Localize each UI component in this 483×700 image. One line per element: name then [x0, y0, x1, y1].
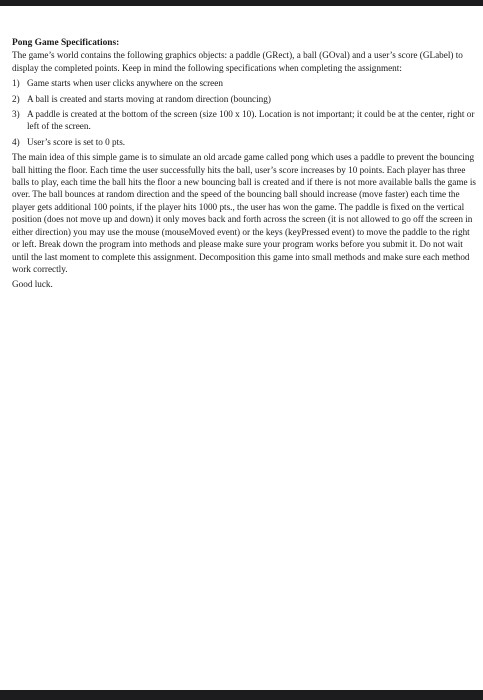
main-paragraph: The main idea of this simple game is to simulate an old arcade game called pong which uses a paddle to prevent the bouncing ball hitting the floor. Each time the user successfully hits the ball, user’s score increases by 10 points. Each player has three balls to play, each time the ball hits the floor a new bouncing ball is created and if there is not more available balls the game is over. The ball bounces at random direction and the speed of the bouncing ball should increase (move faster) each time the player gets additional 100 points, if the player hits 1000 pts., the user has won the game. The paddle is fixed on the vertical position (does not move up and down) it only moves back and forth across the screen (it is not allowed to go off the screen in either direction) you may use the mouse (mouseMoved event) or the keys (keyPressed event) to move the paddle to the right or left. Break down the program into methods and please make sure your program works before you submit it. Do not wait until the last moment to complete this assignment. Decomposition this game into small methods and make sure each method work correctly.	[12, 152, 476, 274]
list-item-text: User’s score is set to 0 pts.	[27, 136, 126, 147]
spec-list	[12, 77, 477, 148]
list-item-number: 3)	[12, 109, 20, 120]
list-item	[12, 77, 477, 89]
list-item-text: Game starts when user clicks anywhere on the screen	[27, 78, 223, 89]
bottom-bar	[0, 690, 483, 700]
document-title: Pong Game Specifications:	[12, 38, 120, 48]
closing-text: Good luck.	[12, 279, 53, 290]
list-item	[12, 136, 477, 148]
list-item-number: 1)	[12, 78, 20, 89]
list-item-number: 2)	[12, 93, 20, 104]
list-item-text: A ball is created and starts moving at random direction (bouncing)	[27, 93, 271, 104]
list-item	[12, 93, 477, 105]
list-item	[12, 108, 477, 133]
intro-paragraph: The game’s world contains the following graphics objects: a paddle (GRect), a ball (GOval) and a user’s score (GLabel) to display the completed points. Keep in mind the following specifications when completing the assignment:	[12, 50, 463, 73]
document-body	[12, 37, 477, 291]
top-bar	[0, 0, 483, 6]
list-item-number: 4)	[12, 136, 20, 147]
list-item-text: A paddle is created at the bottom of the screen (size 100 x 10). Location is not important; it could be at the center, right or left of the screen.	[27, 109, 475, 132]
